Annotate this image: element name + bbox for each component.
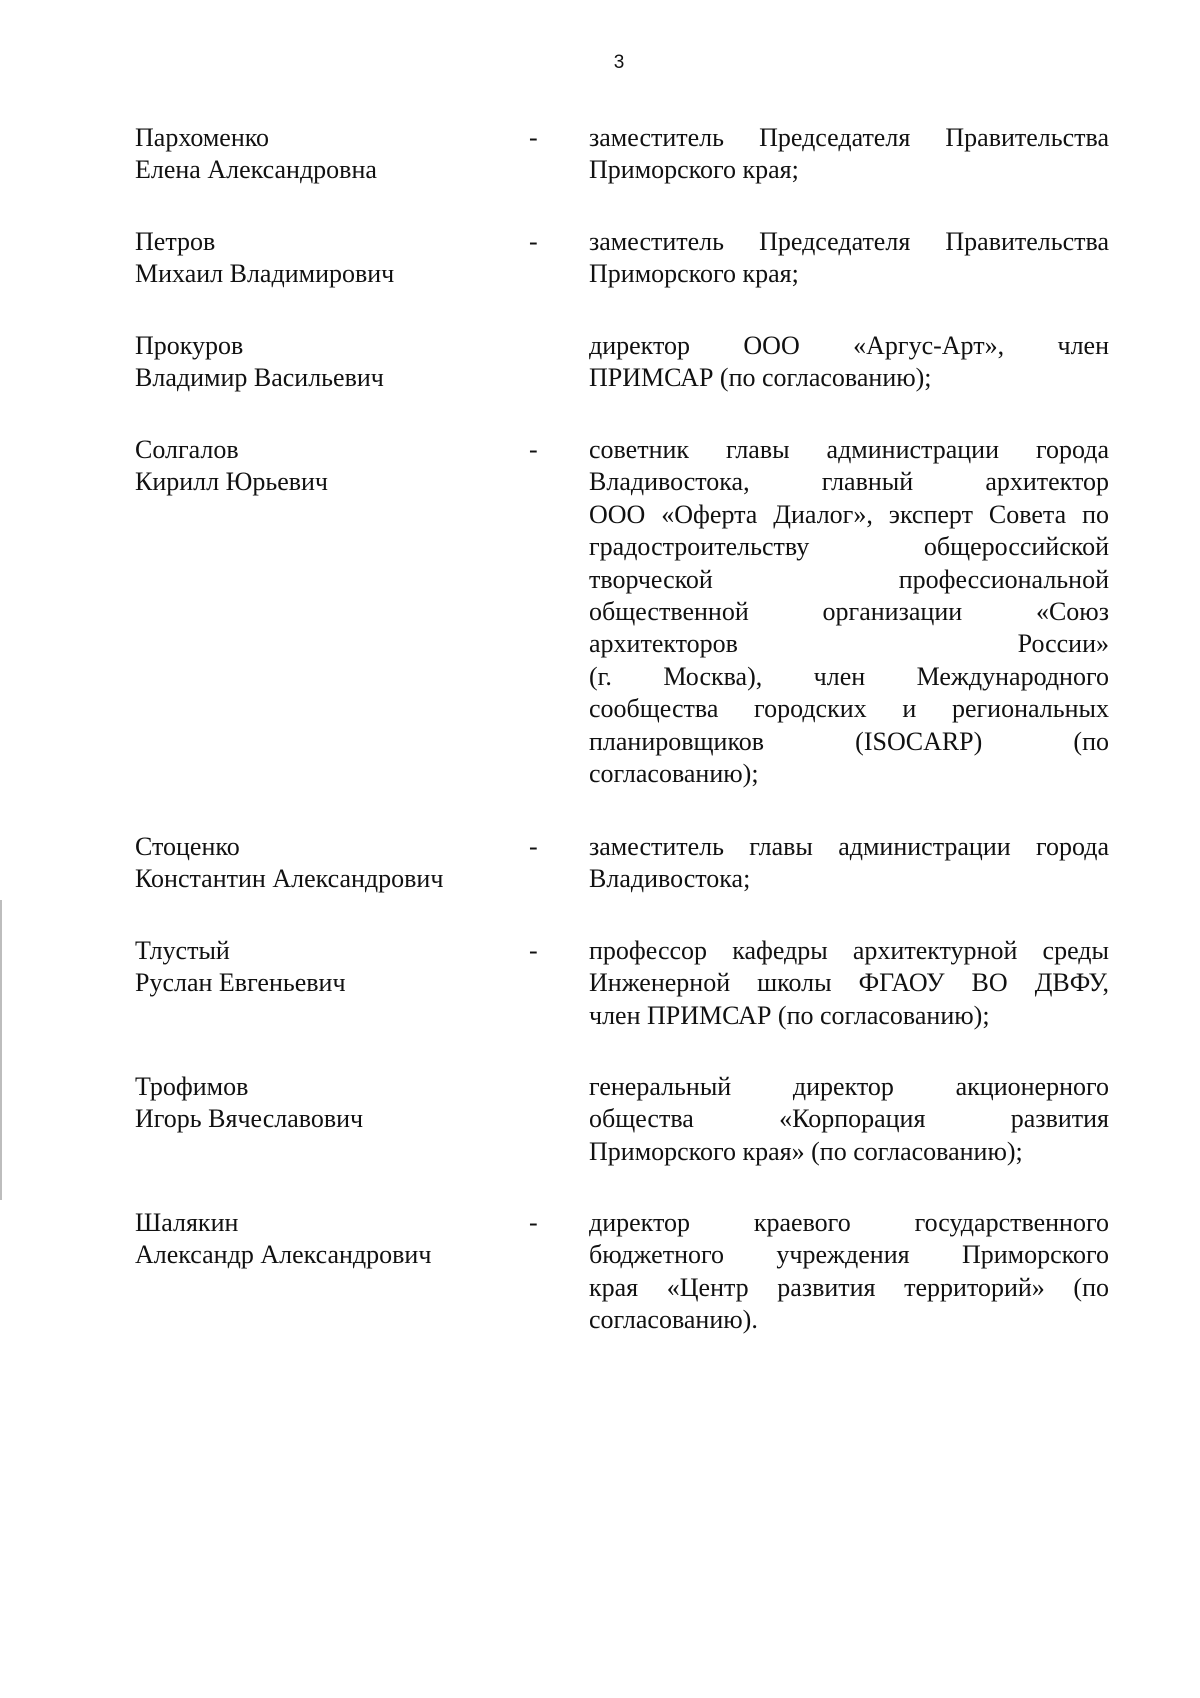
scan-edge-mark	[0, 900, 2, 1200]
role-line: Владивостока;	[589, 864, 751, 894]
member-given-names: Руслан Евгеньевич	[135, 968, 346, 998]
role-line: заместитель главы администрации города	[589, 832, 1109, 861]
role-line: Приморского края;	[589, 155, 799, 185]
separator-dash: -	[529, 832, 538, 861]
member-surname: Шалякин	[135, 1208, 239, 1237]
role-line: согласованию);	[589, 759, 759, 789]
member-name	[135, 226, 515, 291]
member-surname: Стоценко	[135, 832, 240, 861]
member-name	[135, 1071, 515, 1136]
role-line: градостроительству общероссийской	[589, 532, 1109, 562]
role-line: генеральный директор акционерного	[589, 1072, 1109, 1101]
separator-dash: -	[529, 1208, 538, 1237]
member-role	[589, 434, 1109, 790]
member-role	[589, 831, 1109, 896]
separator-dash: -	[529, 936, 538, 965]
role-line: общественной организации «Союз	[589, 597, 1109, 627]
role-line: сообщества городских и региональных	[589, 694, 1109, 724]
role-line: заместитель Председателя Правительства	[589, 123, 1109, 152]
separator-dash: -	[529, 123, 538, 152]
member-surname: Петров	[135, 227, 216, 256]
member-role	[589, 122, 1109, 187]
member-given-names: Михаил Владимирович	[135, 259, 395, 289]
member-given-names: Александр Александрович	[135, 1240, 432, 1270]
member-role	[589, 226, 1109, 291]
role-line: Инженерной школы ФГАОУ ВО ДВФУ,	[589, 968, 1109, 998]
role-line: планировщиков (ISOCARP) (по	[589, 726, 1109, 756]
member-name	[135, 122, 515, 187]
role-line: Приморского края;	[589, 259, 799, 289]
member-given-names: Кирилл Юрьевич	[135, 467, 329, 497]
member-given-names: Константин Александрович	[135, 864, 444, 894]
role-line: директор ООО «Аргус-Арт», член	[589, 331, 1109, 360]
role-line: член ПРИМСАР (по согласованию);	[589, 1000, 990, 1030]
role-line: (г. Москва), член Международного	[589, 661, 1109, 691]
role-line: профессор кафедры архитектурной среды	[589, 936, 1109, 965]
member-surname: Прокуров	[135, 331, 244, 360]
member-role	[589, 1207, 1109, 1337]
member-role	[589, 935, 1109, 1032]
member-surname: Тлустый	[135, 936, 230, 965]
page-number: 3	[613, 52, 625, 73]
member-given-names: Владимир Васильевич	[135, 363, 384, 393]
member-surname: Пархоменко	[135, 123, 270, 152]
member-given-names: Елена Александровна	[135, 155, 377, 185]
member-role	[589, 1071, 1109, 1168]
role-line: советник главы администрации города	[589, 435, 1109, 464]
role-line: директор краевого государственного	[589, 1208, 1109, 1237]
role-line: согласованию).	[589, 1305, 758, 1335]
role-line: заместитель Председателя Правительства	[589, 227, 1109, 256]
member-name	[135, 1207, 515, 1272]
role-line: Владивостока, главный архитектор	[589, 467, 1109, 497]
member-surname: Солгалов	[135, 435, 239, 464]
role-line: бюджетного учреждения Приморского	[589, 1240, 1109, 1270]
role-line: ООО «Оферта Диалог», эксперт Совета по	[589, 499, 1109, 529]
member-given-names: Игорь Вячеславович	[135, 1104, 364, 1134]
member-role	[589, 330, 1109, 395]
member-name	[135, 434, 515, 499]
role-line: творческой профессиональной	[589, 564, 1109, 594]
member-name	[135, 330, 515, 395]
member-name	[135, 935, 515, 1000]
role-line: общества «Корпорация развития	[589, 1104, 1109, 1134]
role-line: архитекторов России»	[589, 629, 1109, 659]
separator-dash: -	[529, 435, 538, 464]
role-line: Приморского края» (по согласованию);	[589, 1136, 1023, 1166]
role-line: ПРИМСАР (по согласованию);	[589, 363, 932, 393]
member-surname: Трофимов	[135, 1072, 249, 1101]
member-name	[135, 831, 515, 896]
role-line: края «Центр развития территорий» (по	[589, 1272, 1109, 1302]
separator-dash: -	[529, 227, 538, 256]
